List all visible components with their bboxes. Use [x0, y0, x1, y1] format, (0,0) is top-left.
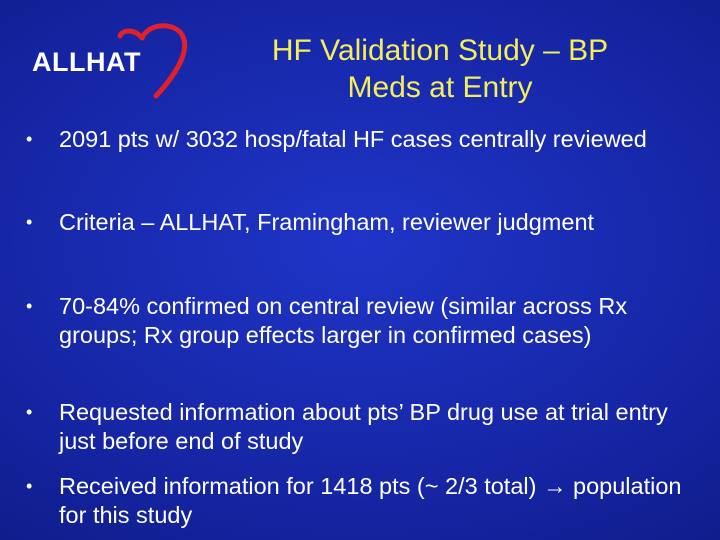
- bullet-item: [26, 208, 696, 237]
- bullet-item: [26, 292, 696, 350]
- title-line-2: Meds at Entry: [347, 71, 533, 104]
- bullet-text: Criteria – ALLHAT, Framingham, reviewer judgment: [59, 209, 595, 235]
- bullet-text: 2091 pts w/ 3032 hosp/fatal HF cases centrally reviewed: [59, 126, 647, 152]
- bullet-dot-icon: •: [26, 296, 33, 316]
- bullet-dot-icon: •: [26, 212, 33, 232]
- allhat-logo: [30, 22, 200, 100]
- bullet-dot-icon: •: [26, 129, 33, 149]
- bullet-text: Received information for 1418 pts (~ 2/3 total) → population for this study: [59, 473, 682, 528]
- slide-title: [220, 32, 660, 106]
- bullet-item: [26, 398, 696, 456]
- bullet-dot-icon: •: [26, 402, 33, 422]
- logo-text: ALLHAT: [32, 47, 141, 77]
- bullet-item: [26, 472, 696, 530]
- bullet-text: 70-84% confirmed on central review (similar across Rx groups; Rx group effects larger in confirmed cases): [59, 293, 628, 348]
- bullet-item: [26, 125, 696, 154]
- title-line-1: HF Validation Study – BP: [271, 34, 609, 67]
- bullet-dot-icon: •: [26, 476, 33, 496]
- bullet-text: Requested information about pts’ BP drug use at trial entry just before end of study: [59, 399, 668, 454]
